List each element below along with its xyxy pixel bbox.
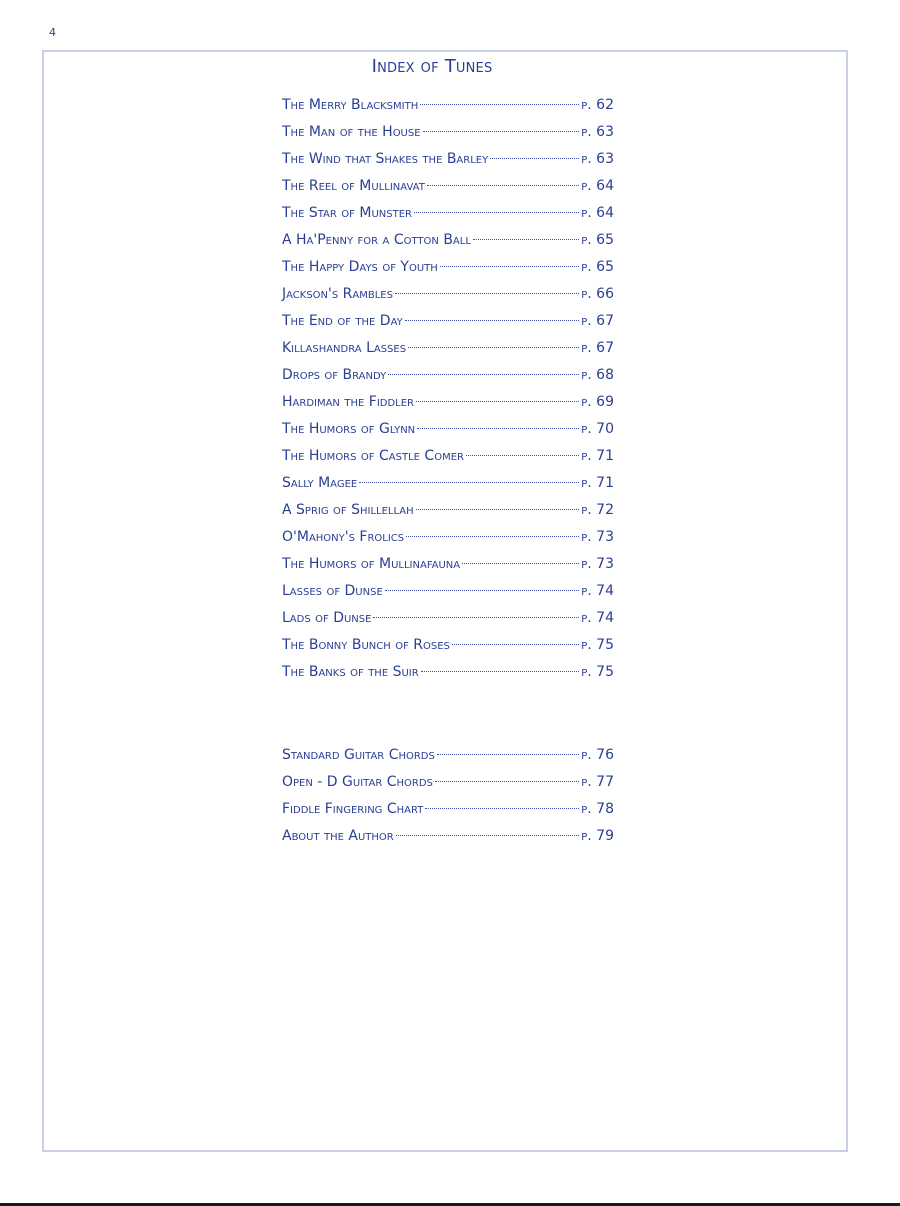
page-title: Index of Tunes [371, 56, 493, 77]
entry-page: p. 64 [581, 205, 614, 221]
entry-name: Fiddle Fingering Chart [282, 801, 424, 817]
dot-leader [406, 536, 579, 537]
dot-leader [490, 158, 579, 159]
dot-leader [473, 239, 579, 240]
entry-page: p. 73 [581, 529, 614, 545]
dot-leader [395, 293, 579, 294]
toc-entry [282, 367, 614, 394]
entry-page: p. 76 [581, 747, 614, 763]
entry-name: Open - D Guitar Chords [282, 774, 433, 790]
entry-page: p. 62 [581, 97, 614, 113]
entry-name: The Bonny Bunch of Roses [282, 637, 450, 653]
entry-name: The End of the Day [282, 313, 403, 329]
entry-name: The Humors of Castle Comer [282, 448, 464, 464]
entry-name: The Reel of Mullinavat [282, 178, 425, 194]
dot-leader [373, 617, 579, 618]
toc-entry [282, 259, 614, 286]
entry-page: p. 65 [581, 259, 614, 275]
entry-page: p. 63 [581, 151, 614, 167]
entry-name: A Ha'Penny for a Cotton Ball [282, 232, 471, 248]
toc-entry [282, 801, 614, 828]
entry-page: p. 68 [581, 367, 614, 383]
entry-page: p. 69 [581, 394, 614, 410]
entry-page: p. 74 [581, 583, 614, 599]
entry-page: p. 73 [581, 556, 614, 572]
toc-entry [282, 556, 614, 583]
dot-leader [423, 131, 580, 132]
dot-leader [416, 401, 579, 402]
dot-leader [405, 320, 580, 321]
dot-leader [462, 563, 579, 564]
dot-leader [416, 509, 580, 510]
page-number: 4 [49, 26, 56, 39]
dot-leader [435, 781, 579, 782]
dot-leader [425, 808, 579, 809]
toc-entry [282, 178, 614, 205]
dot-leader [417, 428, 579, 429]
dot-leader [466, 455, 579, 456]
toc-entry [282, 124, 614, 151]
toc-entry [282, 232, 614, 259]
toc-entry [282, 583, 614, 610]
toc-entry [282, 313, 614, 340]
entry-name: Hardiman the Fiddler [282, 394, 415, 410]
entry-name: The Merry Blacksmith [282, 97, 419, 113]
entry-name: O'Mahony's Frolics [282, 529, 405, 545]
toc-entry [282, 529, 614, 556]
toc-entry [282, 610, 614, 637]
dot-leader [414, 212, 579, 213]
appendix-index-list [282, 747, 614, 855]
entry-page: p. 67 [581, 313, 614, 329]
entry-page: p. 74 [581, 610, 614, 626]
entry-page: p. 64 [581, 178, 614, 194]
entry-page: p. 71 [581, 475, 614, 491]
entry-page: p. 72 [581, 502, 614, 518]
entry-name: The Wind that Shakes the Barley [282, 151, 489, 167]
entry-name: The Star of Munster [282, 205, 412, 221]
toc-entry [282, 448, 614, 475]
toc-entry [282, 747, 614, 774]
entry-name: The Humors of Glynn [282, 421, 416, 437]
toc-entry [282, 97, 614, 124]
entry-name: Standard Guitar Chords [282, 747, 435, 763]
dot-leader [421, 671, 580, 672]
entry-name: Jackson's Rambles [282, 286, 393, 302]
tune-index-list [282, 97, 614, 691]
entry-name: The Man of the House [282, 124, 421, 140]
entry-page: p. 75 [581, 664, 614, 680]
toc-entry [282, 340, 614, 367]
entry-page: p. 66 [581, 286, 614, 302]
dot-leader [427, 185, 579, 186]
dot-leader [396, 835, 579, 836]
entry-name: The Happy Days of Youth [282, 259, 438, 275]
dot-leader [440, 266, 579, 267]
dot-leader [408, 347, 579, 348]
entry-page: p. 77 [581, 774, 614, 790]
toc-entry [282, 774, 614, 801]
entry-page: p. 70 [581, 421, 614, 437]
toc-entry [282, 151, 614, 178]
dot-leader [452, 644, 579, 645]
entry-page: p. 63 [581, 124, 614, 140]
toc-entry [282, 205, 614, 232]
toc-entry [282, 286, 614, 313]
entry-name: Lads of Dunse [282, 610, 372, 626]
dot-leader [437, 754, 579, 755]
entry-name: The Banks of the Suir [282, 664, 419, 680]
toc-entry [282, 394, 614, 421]
entry-page: p. 75 [581, 637, 614, 653]
toc-entry [282, 475, 614, 502]
entry-name: A Sprig of Shillellah [282, 502, 414, 518]
entry-page: p. 78 [581, 801, 614, 817]
entry-page: p. 65 [581, 232, 614, 248]
toc-entry [282, 637, 614, 664]
dot-leader [359, 482, 579, 483]
entry-page: p. 67 [581, 340, 614, 356]
entry-name: Killashandra Lasses [282, 340, 407, 356]
dot-leader [388, 374, 579, 375]
entry-name: About the Author [282, 828, 394, 844]
dot-leader [385, 590, 579, 591]
entry-page: p. 71 [581, 448, 614, 464]
toc-entry [282, 828, 614, 855]
toc-entry [282, 502, 614, 529]
entry-page: p. 79 [581, 828, 614, 844]
entry-name: The Humors of Mullinafauna [282, 556, 461, 572]
dot-leader [420, 104, 579, 105]
entry-name: Drops of Brandy [282, 367, 387, 383]
entry-name: Lasses of Dunse [282, 583, 383, 599]
entry-name: Sally Magee [282, 475, 358, 491]
toc-entry [282, 664, 614, 691]
toc-entry [282, 421, 614, 448]
